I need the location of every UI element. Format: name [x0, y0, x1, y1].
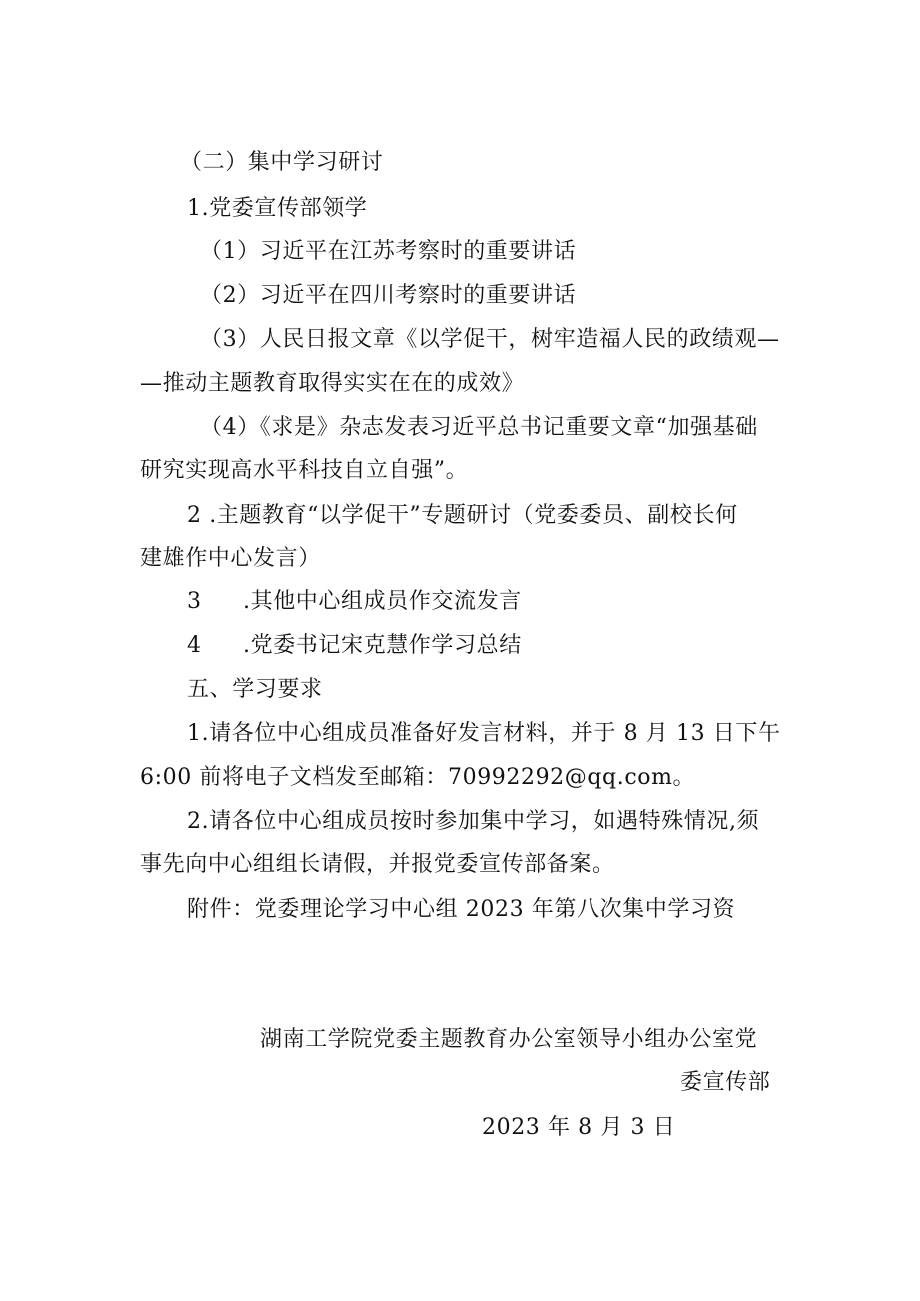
- reading-item-2: （2）习近平在四川考察时的重要讲话: [200, 283, 577, 308]
- issue-date: 2023 年 8 月 3 日: [482, 1115, 676, 1140]
- study-item-3-number: 3: [187, 589, 201, 614]
- section-heading-requirements: 五、学习要求: [187, 677, 323, 702]
- attachment-note: 附件：党委理论学习中心组 2023 年第八次集中学习资: [187, 897, 736, 922]
- reading-item-4-line-1: （4）《求是》杂志发表习近平总书记重要文章“加强基础: [200, 415, 758, 440]
- reading-item-3-line-1: （3）人民日报文章《以学促干，树牢造福人民的政绩观—: [200, 327, 780, 352]
- requirement-2-line-1: 2.请各位中心组成员按时参加集中学习，如遇特殊情况,须: [187, 809, 760, 834]
- requirement-2-line-2: 事先向中心组组长请假，并报党委宣传部备案。: [140, 852, 615, 877]
- study-item-2-line-1: 2 .主题教育“以学促干”专题研讨（党委委员、副校长何: [187, 503, 738, 528]
- study-item-4-number: 4: [187, 633, 201, 658]
- reading-item-4-line-2: 研究实现高水平科技自立自强”。: [140, 458, 469, 483]
- study-item-3-text: .其他中心组成员作交流发言: [243, 589, 522, 614]
- issuer-line-1: 湖南工学院党委主题教育办公室领导小组办公室党: [260, 1027, 758, 1052]
- study-item-4-text: .党委书记宋克慧作学习总结: [243, 633, 522, 658]
- requirement-1-line-2: 6:00 前将电子文档发至邮箱：70992292@qq.com。: [140, 765, 696, 790]
- reading-item-1: （1）习近平在江苏考察时的重要讲话: [200, 239, 577, 264]
- issuer-line-2: 委宣传部: [680, 1070, 771, 1095]
- requirement-1-line-1: 1.请各位中心组成员准备好发言材料，并于 8 月 13 日下午: [187, 721, 781, 746]
- reading-item-3-line-2: —推动主题教育取得实实在在的成效》: [140, 371, 525, 396]
- study-item-2-line-2: 建雄作中心发言）: [140, 546, 321, 571]
- section-heading-study-session: （二）集中学习研讨: [180, 150, 384, 175]
- study-item-1-title: 1.党委宣传部领学: [187, 196, 368, 221]
